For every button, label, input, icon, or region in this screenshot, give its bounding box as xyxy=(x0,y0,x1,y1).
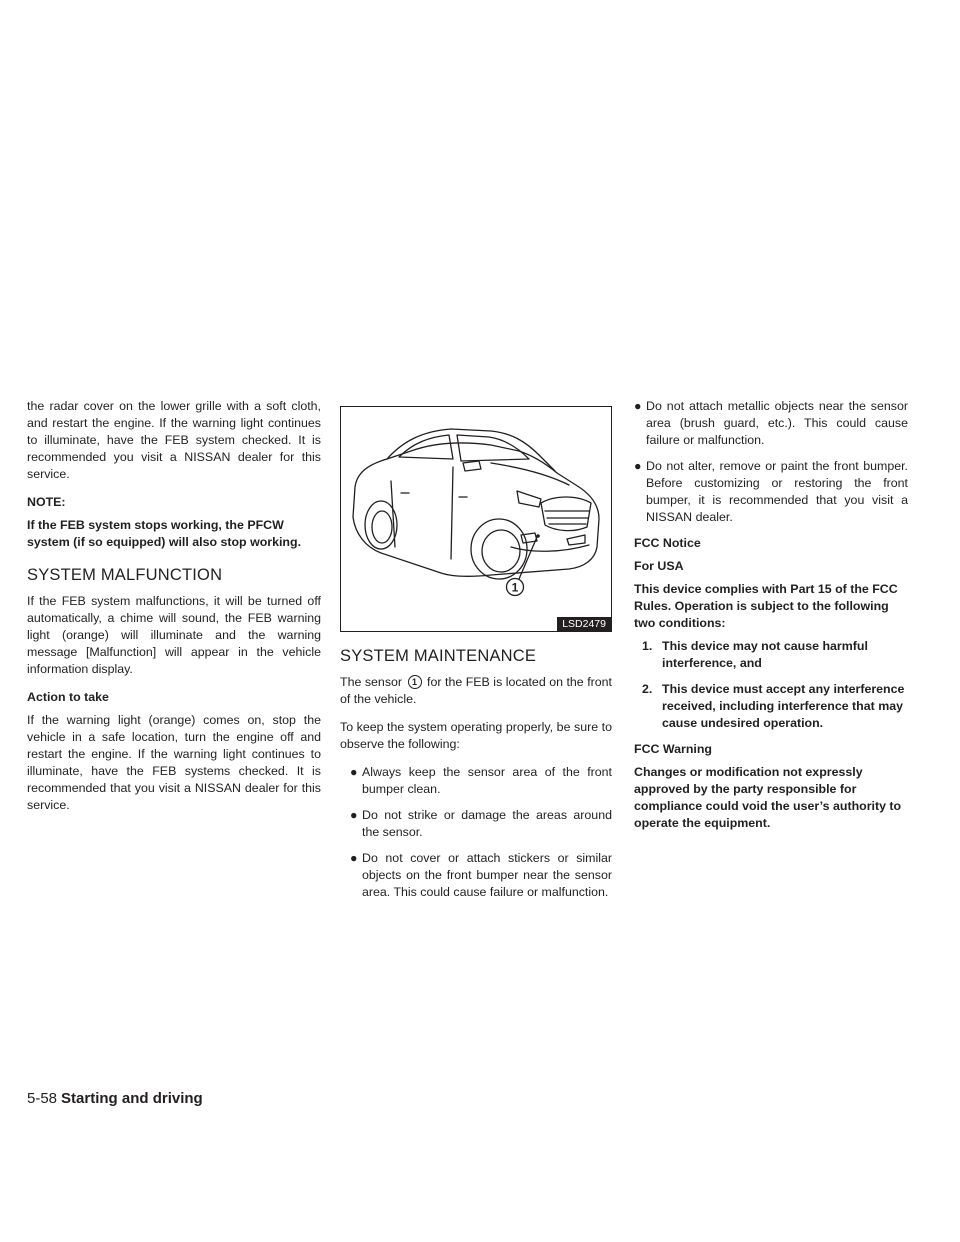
fcc-warning-heading: FCC Warning xyxy=(634,742,713,756)
figure-callout-1: 1 xyxy=(511,580,519,595)
complies-paragraph: This device complies with Part 15 of the FCC Rules. Operation is subject to the following two conditions: xyxy=(634,582,898,630)
column-right xyxy=(634,398,908,843)
bullet-icon: ● xyxy=(634,459,642,473)
bullet-icon: ● xyxy=(350,851,358,865)
heading-system-malfunction: SYSTEM MALFUNCTION xyxy=(27,566,223,584)
intro-paragraph: the radar cover on the lower grille with a soft cloth, and restart the engine. If the warning light continues to illuminate, have the FEB system checked. It is recommended you visit a NISSAN dealer for this service. xyxy=(27,399,321,481)
fcc-notice-heading: FCC Notice xyxy=(634,536,701,550)
fcc-warning-paragraph: Changes or modification not expressly approved by the party responsible for compliance could void the user’s authority to operate the equipment. xyxy=(634,765,902,830)
bullet-icon: ● xyxy=(350,808,358,822)
sensor-pre: The sensor xyxy=(340,675,403,689)
column-left xyxy=(27,398,321,825)
column-middle xyxy=(340,398,612,910)
for-usa-heading: For USA xyxy=(634,559,684,573)
list-item: ● Do not cover or attach stickers or similar objects on the front bumper near the sensor area. This could cause failure or malfunction. xyxy=(350,851,612,899)
list-item: ● Do not strike or damage the areas around the sensor. xyxy=(350,808,612,839)
bullet-icon: ● xyxy=(634,399,642,413)
sensor-post: for the FEB is located on the front of the vehicle. xyxy=(340,675,612,706)
car-sensor-figure xyxy=(340,406,612,632)
page-number: 5-58 xyxy=(27,1090,58,1107)
sensor-paragraph xyxy=(340,674,612,708)
bullet-icon: ● xyxy=(350,765,358,779)
list-item: 2. This device must accept any interference received, including interference that may cause undesired operation. xyxy=(642,682,905,730)
action-paragraph: If the warning light (orange) comes on, stop the vehicle in a safe location, turn the engine off and restart the engine. If the warning light continues to illuminate, have the FEB systems checked. It is recommended that you visit a NISSAN dealer for this service. xyxy=(27,713,321,812)
note-label: NOTE: xyxy=(27,495,66,509)
sensor-callout: 1 xyxy=(408,675,422,689)
note-text: If the FEB system stops working, the PFCW system (if so equipped) will also stop working. xyxy=(27,518,302,549)
heading-system-maintenance: SYSTEM MAINTENANCE xyxy=(340,647,537,665)
section-title: Starting and driving xyxy=(61,1090,203,1107)
list-item: ● Do not alter, remove or paint the front bumper. Before customizing or restoring the front bumper, it is recommended that you visit a NISSAN dealer. xyxy=(634,459,908,524)
list-item: ● Do not attach metallic objects near the sensor area (brush guard, etc.). This could cause failure or malfunction. xyxy=(634,399,908,447)
car-illustration xyxy=(341,407,611,631)
figure-code: LSD2479 xyxy=(557,617,611,631)
list-item: 1. This device may not cause harmful interference, and xyxy=(642,639,868,670)
observe-paragraph: To keep the system operating properly, be sure to observe the following: xyxy=(340,720,612,751)
action-label: Action to take xyxy=(27,690,109,704)
page-footer xyxy=(27,1090,203,1107)
list-item: ● Always keep the sensor area of the front bumper clean. xyxy=(350,765,612,796)
malfunction-paragraph: If the FEB system malfunctions, it will be turned off automatically, a chime will sound, the FEB warning light (orange) will illuminate and the warning message [Malfunction] will appear in the vehicle information display. xyxy=(27,594,321,676)
